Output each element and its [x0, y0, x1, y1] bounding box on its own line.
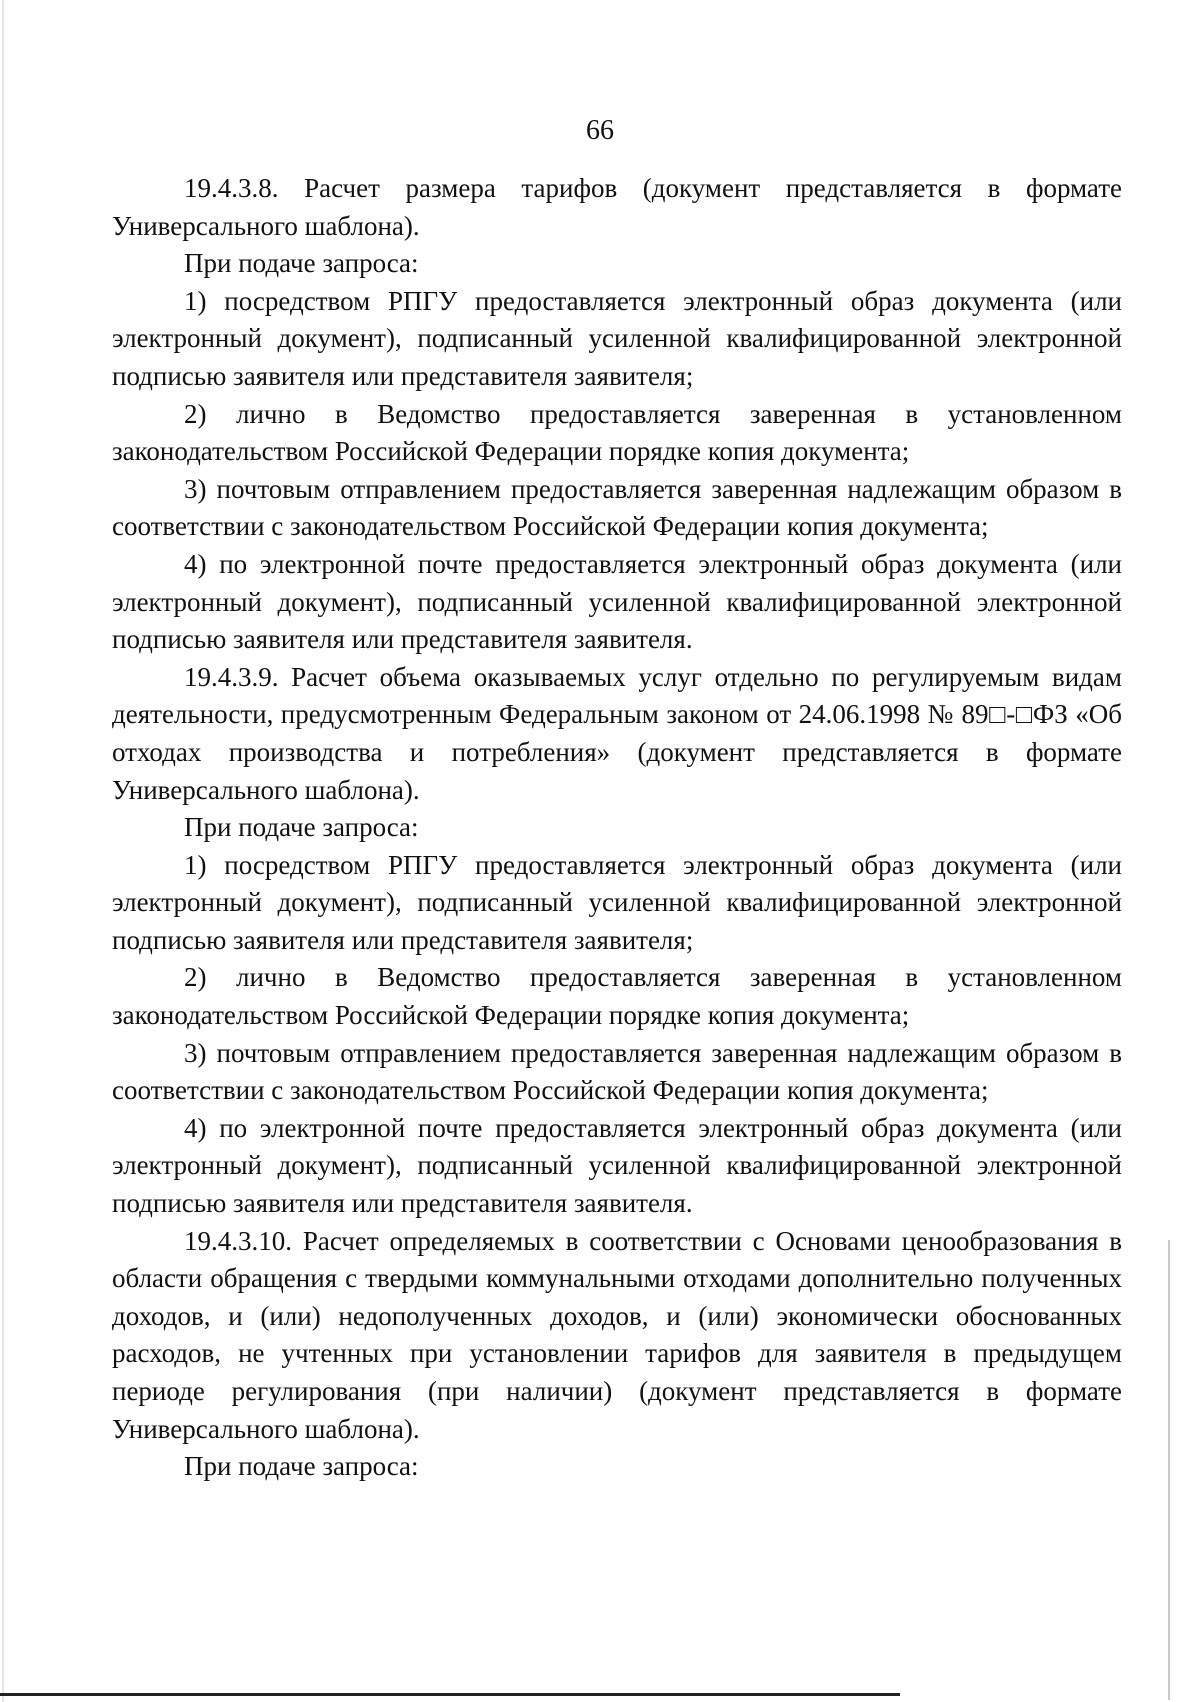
document-body	[112, 170, 1122, 1486]
scan-edge-bottom	[0, 1693, 900, 1696]
paragraph-request-intro: При подаче запроса:	[184, 248, 419, 279]
paragraph-item-1: 1) посредством РПГУ предоставляется электронный образ документа (или электронный документ), подписанный усиленной квалифицированной электронной подписью заявителя или представителя заявителя;	[112, 849, 1122, 955]
paragraph-item-3: 3) почтовым отправлением предоставляется заверенная надлежащим образом в соответствии с законодательством Российской Федерации копия документа;	[112, 473, 1122, 542]
paragraph-request-intro: При подаче запроса:	[184, 1451, 419, 1482]
scan-edge-right	[1168, 1240, 1170, 1700]
paragraph-19-4-3-9: 19.4.3.9. Расчет объема оказываемых услуг отдельно по регулируемым видам деятельности, предусмотренным Федеральным законом от 24.06.1998 № 89□-□ФЗ «Об отходах производства и потребления» (документ представляется в формате Универсального шаблона).	[112, 661, 1122, 805]
paragraph-request-intro: При подаче запроса:	[184, 812, 419, 843]
paragraph-item-1: 1) посредством РПГУ предоставляется электронный образ документа (или электронный документ), подписанный усиленной квалифицированной электронной подписью заявителя или представителя заявителя;	[112, 285, 1122, 391]
paragraph-item-2: 2) лично в Ведомство предоставляется заверенная в установленном законодательством Российской Федерации порядке копия документа;	[112, 962, 1122, 1031]
scan-edge-left	[2, 0, 4, 1702]
page-number: 66	[586, 115, 614, 146]
paragraph-item-3: 3) почтовым отправлением предоставляется заверенная надлежащим образом в соответствии с законодательством Российской Федерации копия документа;	[112, 1037, 1122, 1106]
paragraph-19-4-3-8: 19.4.3.8. Расчет размера тарифов (документ представляется в формате Универсального шаблона).	[112, 173, 1122, 241]
paragraph-item-4: 4) по электронной почте предоставляется электронный образ документа (или электронный документ), подписанный усиленной квалифицированной электронной подписью заявителя или представителя заявителя.	[112, 1112, 1122, 1219]
paragraph-item-2: 2) лично в Ведомство предоставляется заверенная в установленном законодательством Российской Федерации порядке копия документа;	[112, 398, 1122, 467]
paragraph-item-4: 4) по электронной почте предоставляется электронный образ документа (или электронный документ), подписанный усиленной квалифицированной электронной подписью заявителя или представителя заявителя.	[112, 548, 1122, 655]
paragraph-19-4-3-10: 19.4.3.10. Расчет определяемых в соответствии с Основами ценообразования в области обращения с твердыми коммунальными отходами дополнительно полученных доходов, и (или) недополученных доходов, и (или) экономически обоснованных расходов, не учтенных при установлении тарифов для заявителя в предыдущем периоде регулирования (при наличии) (документ представляется в формате Универсального шаблона).	[112, 1225, 1122, 1444]
